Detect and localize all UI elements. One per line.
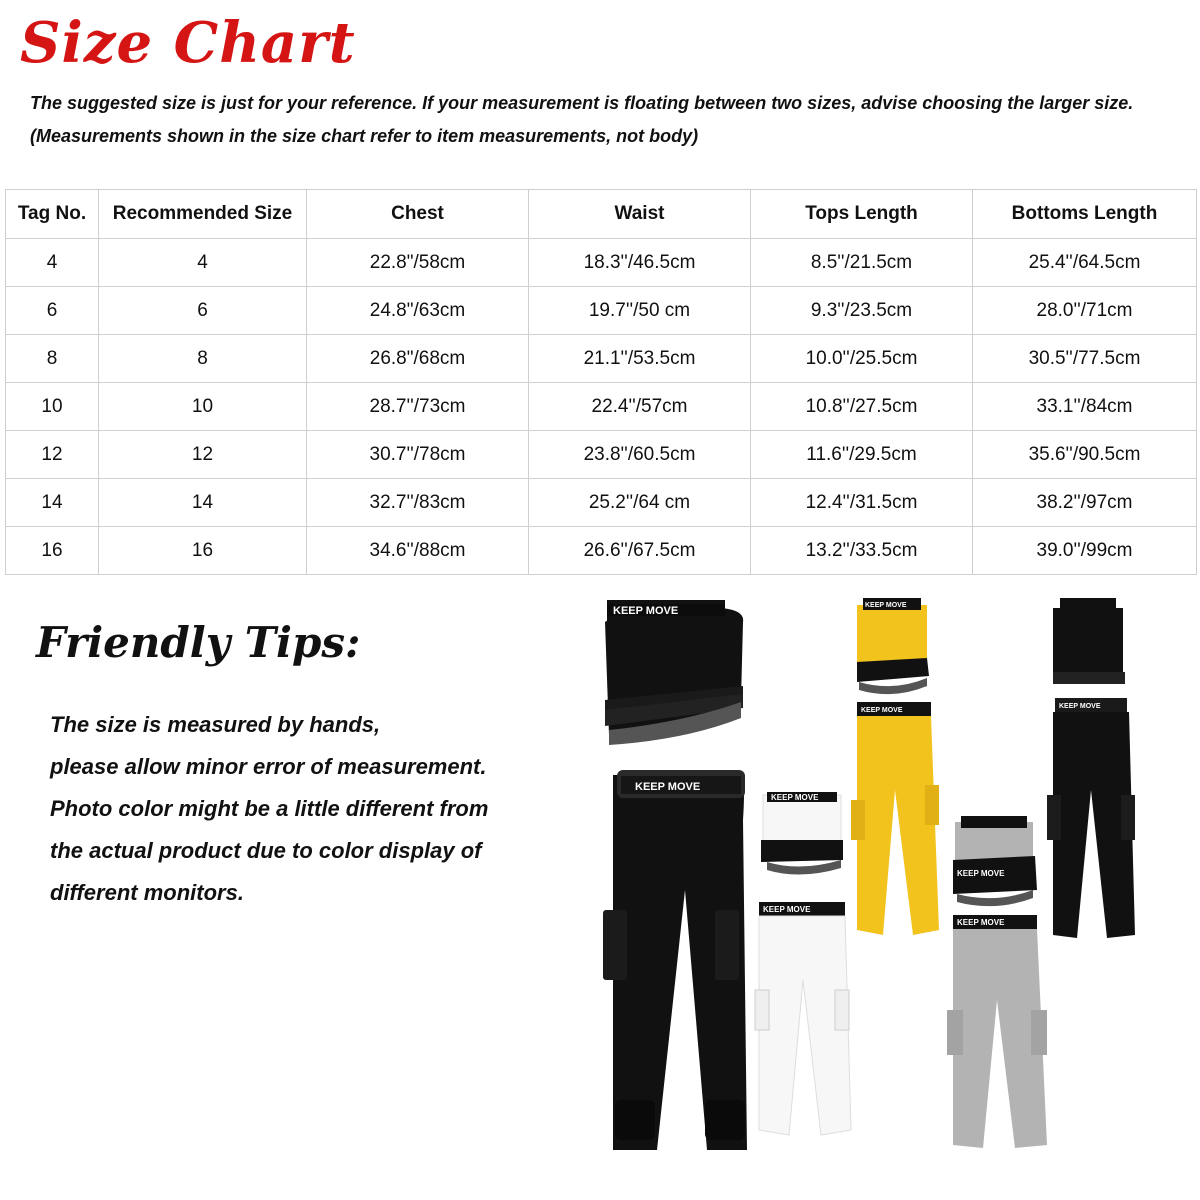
table-cell: 10.8''/27.5cm bbox=[751, 383, 973, 431]
table-cell: 39.0''/99cm bbox=[973, 527, 1197, 575]
band-text: KEEP MOVE bbox=[763, 905, 811, 914]
table-cell: 12 bbox=[6, 431, 99, 479]
table-cell: 35.6''/90.5cm bbox=[973, 431, 1197, 479]
product-photo bbox=[595, 590, 1195, 1150]
table-cell: 16 bbox=[6, 527, 99, 575]
table-cell: 14 bbox=[99, 479, 307, 527]
table-row bbox=[6, 335, 1197, 383]
black-outfit-small bbox=[1047, 598, 1135, 938]
band-text: KEEP MOVE bbox=[957, 918, 1005, 927]
table-cell: 10 bbox=[6, 383, 99, 431]
table-cell: 28.7''/73cm bbox=[307, 383, 529, 431]
band-text: KEEP MOVE bbox=[635, 781, 701, 793]
tips-line: different monitors. bbox=[50, 880, 244, 905]
table-row bbox=[6, 239, 1197, 287]
tips-line: please allow minor error of measurement. bbox=[50, 754, 487, 779]
table-cell: 22.4''/57cm bbox=[529, 383, 751, 431]
table-cell: 28.0''/71cm bbox=[973, 287, 1197, 335]
table-cell: 10.0''/25.5cm bbox=[751, 335, 973, 383]
table-cell: 25.2''/64 cm bbox=[529, 479, 751, 527]
table-cell: 22.8"/58cm bbox=[307, 239, 529, 287]
table-cell: 21.1''/53.5cm bbox=[529, 335, 751, 383]
column-header-recommended-size: Recommended Size bbox=[99, 190, 307, 239]
table-row bbox=[6, 431, 1197, 479]
size-note: The suggested size is just for your reference. If your measurement is floating between two sizes, advise choosing the larger size. bbox=[30, 93, 1134, 113]
tips-line: The size is measured by hands, bbox=[50, 712, 381, 737]
tips-line: Photo color might be a little different from bbox=[50, 796, 489, 821]
table-cell: 14 bbox=[6, 479, 99, 527]
table-cell: 33.1''/84cm bbox=[973, 383, 1197, 431]
tips-title: Friendly Tips: bbox=[36, 618, 361, 667]
yellow-outfit bbox=[851, 598, 939, 935]
table-row bbox=[6, 287, 1197, 335]
table-cell: 30.5''/77.5cm bbox=[973, 335, 1197, 383]
table-cell: 26.8"/68cm bbox=[307, 335, 529, 383]
band-text: KEEP MOVE bbox=[957, 869, 1005, 878]
table-cell: 10 bbox=[99, 383, 307, 431]
column-header-chest: Chest bbox=[307, 190, 529, 239]
white-outfit bbox=[755, 792, 851, 1135]
table-row bbox=[6, 383, 1197, 431]
table-cell: 23.8''/60.5cm bbox=[529, 431, 751, 479]
column-header-waist: Waist bbox=[529, 190, 751, 239]
table-cell: 30.7''/78cm bbox=[307, 431, 529, 479]
table-cell: 8 bbox=[99, 335, 307, 383]
table-cell: 16 bbox=[99, 527, 307, 575]
band-text: KEEP MOVE bbox=[613, 605, 679, 617]
page-title: Size Chart bbox=[20, 10, 356, 76]
table-cell: 4 bbox=[6, 239, 99, 287]
table-row bbox=[6, 527, 1197, 575]
column-header-bottoms-length: Bottoms Length bbox=[973, 190, 1197, 239]
table-cell: 4 bbox=[99, 239, 307, 287]
table-cell: 19.7''/50 cm bbox=[529, 287, 751, 335]
table-cell: 11.6''/29.5cm bbox=[751, 431, 973, 479]
table-cell: 12 bbox=[99, 431, 307, 479]
band-text: KEEP MOVE bbox=[1059, 703, 1101, 710]
table-cell: 8 bbox=[6, 335, 99, 383]
band-text: KEEP MOVE bbox=[865, 602, 907, 609]
column-header-tag-no: Tag No. bbox=[6, 190, 99, 239]
table-cell: 8.5''/21.5cm bbox=[751, 239, 973, 287]
black-outfit-large bbox=[603, 600, 747, 1150]
band-text: KEEP MOVE bbox=[861, 707, 903, 714]
table-cell: 6 bbox=[6, 287, 99, 335]
table-cell: 18.3''/46.5cm bbox=[529, 239, 751, 287]
table-cell: 34.6''/88cm bbox=[307, 527, 529, 575]
table-cell: 32.7''/83cm bbox=[307, 479, 529, 527]
table-cell: 13.2''/33.5cm bbox=[751, 527, 973, 575]
table-cell: 9.3''/23.5cm bbox=[751, 287, 973, 335]
measurement-note: (Measurements shown in the size chart refer to item measurements, not body) bbox=[30, 126, 699, 146]
tips-line: the actual product due to color display of bbox=[50, 838, 482, 863]
column-header-tops-length: Tops Length bbox=[751, 190, 973, 239]
table-cell: 12.4''/31.5cm bbox=[751, 479, 973, 527]
size-table bbox=[5, 189, 1197, 575]
table-cell: 6 bbox=[99, 287, 307, 335]
table-cell: 26.6''/67.5cm bbox=[529, 527, 751, 575]
band-text: KEEP MOVE bbox=[771, 793, 819, 802]
table-header-row bbox=[6, 190, 1197, 239]
table-cell: 24.8"/63cm bbox=[307, 287, 529, 335]
table-cell: 38.2''/97cm bbox=[973, 479, 1197, 527]
table-row bbox=[6, 479, 1197, 527]
gray-outfit bbox=[947, 816, 1047, 1148]
table-cell: 25.4''/64.5cm bbox=[973, 239, 1197, 287]
